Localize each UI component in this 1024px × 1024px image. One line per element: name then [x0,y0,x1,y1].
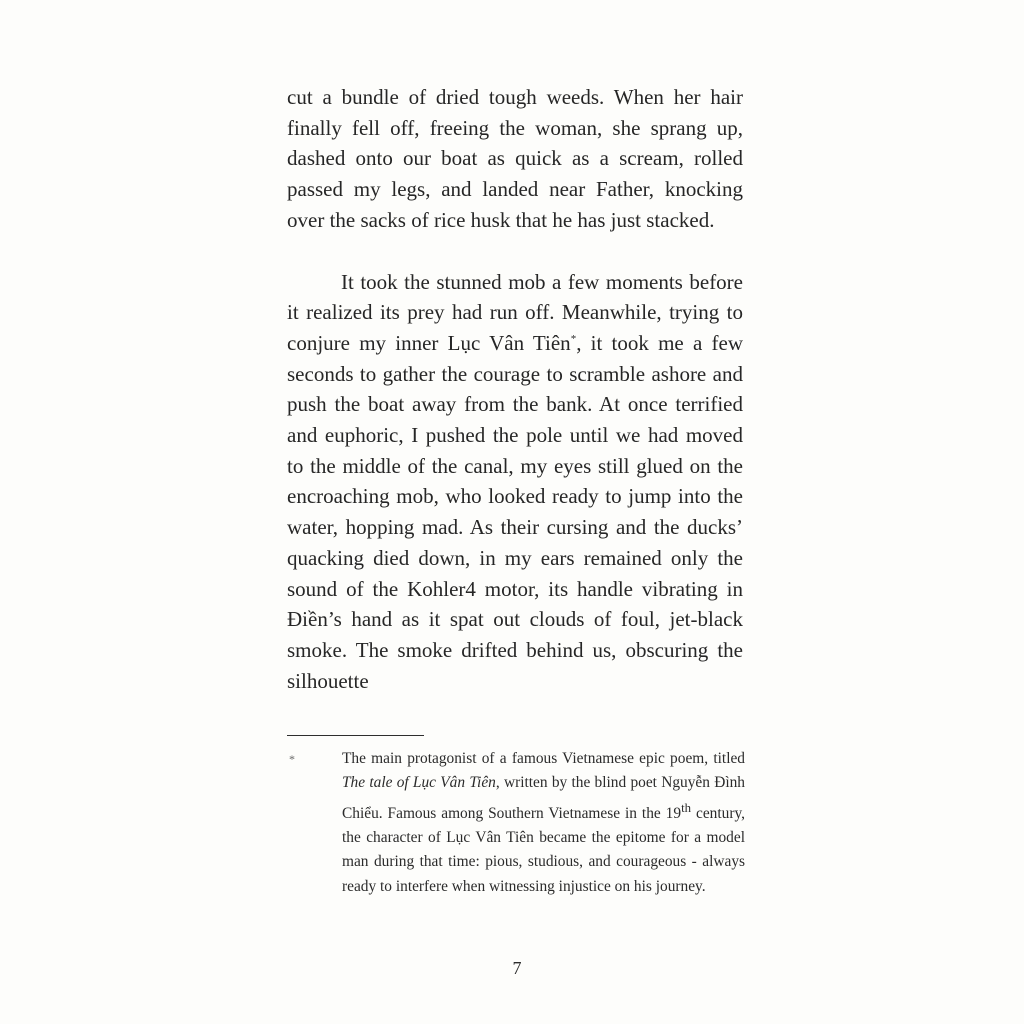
paragraph-continued: cut a bundle of dried tough weeds. When her hair finally fell off, freeing the woman, she sprang up, dashed onto our boat as quick as a scream, rolled passed my legs, and landed near Father, knocking over the sacks of rice husk that he has just stacked. [287,85,743,232]
footnote-marker: * [289,752,295,766]
footnote-separator-rule [287,735,424,736]
paragraph-main-text-end: , it took me a few seconds to gather the courage to scramble ashore and push the boat away from the bank. At once terrified and euphoric, I pushed the pole until we had moved to the middle of the canal, my eyes still glued on the encroaching mob, who looked ready to jump into the water, hopping mad. As their cursing and the ducks’ quacking died down, in my ears remained only the sound of the Kohler4 motor, its handle vibrating in Điền’s hand as it spat out clouds of foul, jet-black smoke. The smoke drifted behind us, obscuring the silhouette [287,330,743,693]
footnote-text-part2: , written by the blind poet Nguyễn Đình Chiểu. Famous among Southern Vietnamese in the 19 [342,774,745,822]
footnote-text-part1: The main protagonist of a famous Vietnamese epic poem, titled [342,750,745,767]
footnote-reference-marker: * [570,332,577,345]
page-number: 7 [512,958,522,978]
footnote-text [342,747,745,899]
paragraph-main [287,267,743,697]
paragraph-main-text-start: It took the stunned mob a few moments before it realized its prey had run off. Meanwhile, trying to conjure my inner Lục Vân Tiên [287,269,743,355]
footnote-poem-title: The tale of Lục Vân Tiên [342,774,496,792]
footnote-ordinal-superscript: th [681,800,692,815]
body-text [287,82,743,696]
footnote-text-part3: century, the character of Lục Vân Tiên became the epitome for a model man during that time: pious, studious, and courageous - always ready to interfere when witnessing injustice on his journey. [342,804,745,895]
footnote [287,747,745,899]
